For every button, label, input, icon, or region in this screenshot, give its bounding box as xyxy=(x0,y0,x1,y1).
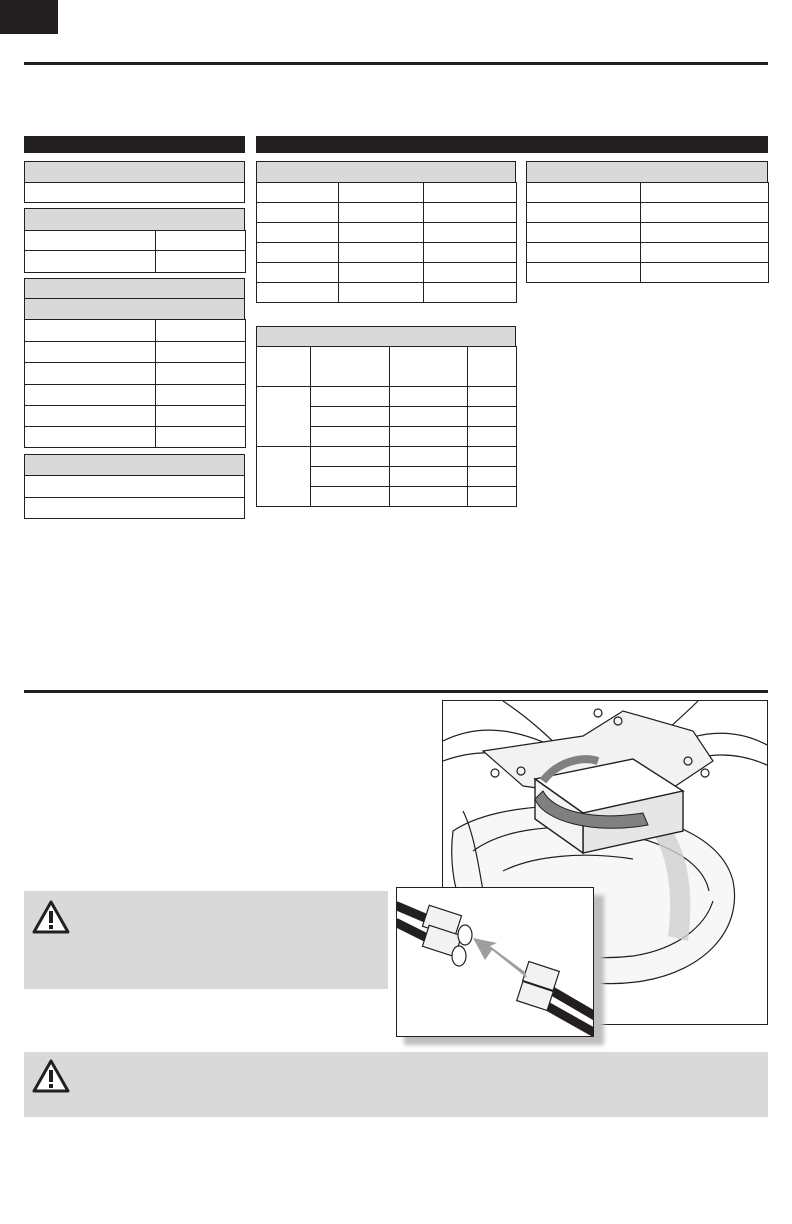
warning-triangle-icon xyxy=(32,900,70,934)
table-cell xyxy=(311,387,390,407)
charge-table-3-header xyxy=(526,161,768,183)
table-cell xyxy=(311,447,390,467)
spec-group-2-header xyxy=(24,208,245,231)
table-cell xyxy=(527,203,641,223)
table-cell xyxy=(25,385,156,406)
spec-group-3-header xyxy=(24,278,245,299)
table-cell xyxy=(257,283,339,303)
table-cell xyxy=(424,203,517,223)
table-cell xyxy=(257,387,311,447)
table-cell xyxy=(641,223,769,243)
charge-table-2 xyxy=(256,346,517,507)
table-cell xyxy=(156,385,246,406)
table-cell xyxy=(390,347,468,387)
spec-group-1-header xyxy=(24,161,245,183)
table-cell xyxy=(156,406,246,427)
table-cell xyxy=(156,342,246,363)
table-cell xyxy=(25,498,245,519)
table-cell xyxy=(424,223,517,243)
table-cell xyxy=(339,263,424,283)
table-cell xyxy=(641,243,769,263)
language-tab xyxy=(0,0,58,34)
table-cell xyxy=(25,342,156,363)
specifications-header-bar xyxy=(24,136,245,153)
table-cell xyxy=(641,263,769,283)
top-rule xyxy=(24,62,768,65)
table-cell xyxy=(156,251,246,273)
table-cell xyxy=(311,347,390,387)
table-cell xyxy=(468,487,517,507)
table-cell xyxy=(311,427,390,447)
table-cell xyxy=(424,243,517,263)
table-cell xyxy=(257,263,339,283)
table-cell xyxy=(390,467,468,487)
table-cell xyxy=(257,183,339,203)
table-cell xyxy=(257,243,339,263)
table-cell xyxy=(468,347,517,387)
table-cell xyxy=(25,427,156,448)
table-cell xyxy=(25,476,245,498)
table-cell xyxy=(257,223,339,243)
section-rule xyxy=(24,690,768,693)
table-cell xyxy=(25,320,156,342)
table-cell xyxy=(468,447,517,467)
table-cell xyxy=(25,183,245,203)
battery-connector-illustration xyxy=(397,888,594,1037)
charge-table-1-header xyxy=(256,161,516,183)
table-cell xyxy=(424,283,517,303)
table-cell xyxy=(25,363,156,385)
table-cell xyxy=(339,243,424,263)
table-cell xyxy=(311,487,390,507)
spec-group-3-table xyxy=(24,319,246,448)
charge-table-2-header xyxy=(256,326,516,347)
table-cell xyxy=(311,467,390,487)
arrow-icon xyxy=(473,938,527,978)
table-cell xyxy=(527,183,641,203)
table-cell xyxy=(156,363,246,385)
warning-triangle-icon xyxy=(32,1059,70,1093)
table-cell xyxy=(390,427,468,447)
table-cell xyxy=(527,263,641,283)
table-cell xyxy=(390,407,468,427)
table-cell xyxy=(390,387,468,407)
table-cell xyxy=(527,243,641,263)
table-cell xyxy=(641,183,769,203)
charge-table-3 xyxy=(526,182,769,283)
table-cell xyxy=(257,447,311,507)
table-cell xyxy=(339,223,424,243)
table-cell xyxy=(468,427,517,447)
charge-table-1 xyxy=(256,182,517,303)
table-cell xyxy=(468,467,517,487)
table-cell xyxy=(25,231,156,251)
table-cell xyxy=(156,427,246,448)
table-cell xyxy=(339,183,424,203)
spec-group-2-table xyxy=(24,230,246,273)
spec-group-4-header xyxy=(24,454,245,476)
table-cell xyxy=(311,407,390,427)
table-cell xyxy=(390,487,468,507)
table-cell xyxy=(641,203,769,223)
connector-inset-figure xyxy=(396,887,594,1037)
spec-group-4-table xyxy=(24,475,245,519)
table-cell xyxy=(424,183,517,203)
table-cell xyxy=(25,406,156,427)
spec-group-1-table xyxy=(24,182,245,203)
table-cell xyxy=(257,347,311,387)
warning-box-1 xyxy=(24,891,388,989)
spec-group-3-subheader xyxy=(24,298,245,320)
table-cell xyxy=(257,203,339,223)
table-cell xyxy=(424,263,517,283)
table-cell xyxy=(468,407,517,427)
warning-box-2 xyxy=(24,1052,768,1117)
table-cell xyxy=(527,223,641,243)
table-cell xyxy=(468,387,517,407)
table-cell xyxy=(339,283,424,303)
table-cell xyxy=(390,447,468,467)
table-cell xyxy=(339,203,424,223)
table-cell xyxy=(156,231,246,251)
table-cell xyxy=(156,320,246,342)
charging-header-bar xyxy=(256,136,768,153)
table-cell xyxy=(25,251,156,273)
